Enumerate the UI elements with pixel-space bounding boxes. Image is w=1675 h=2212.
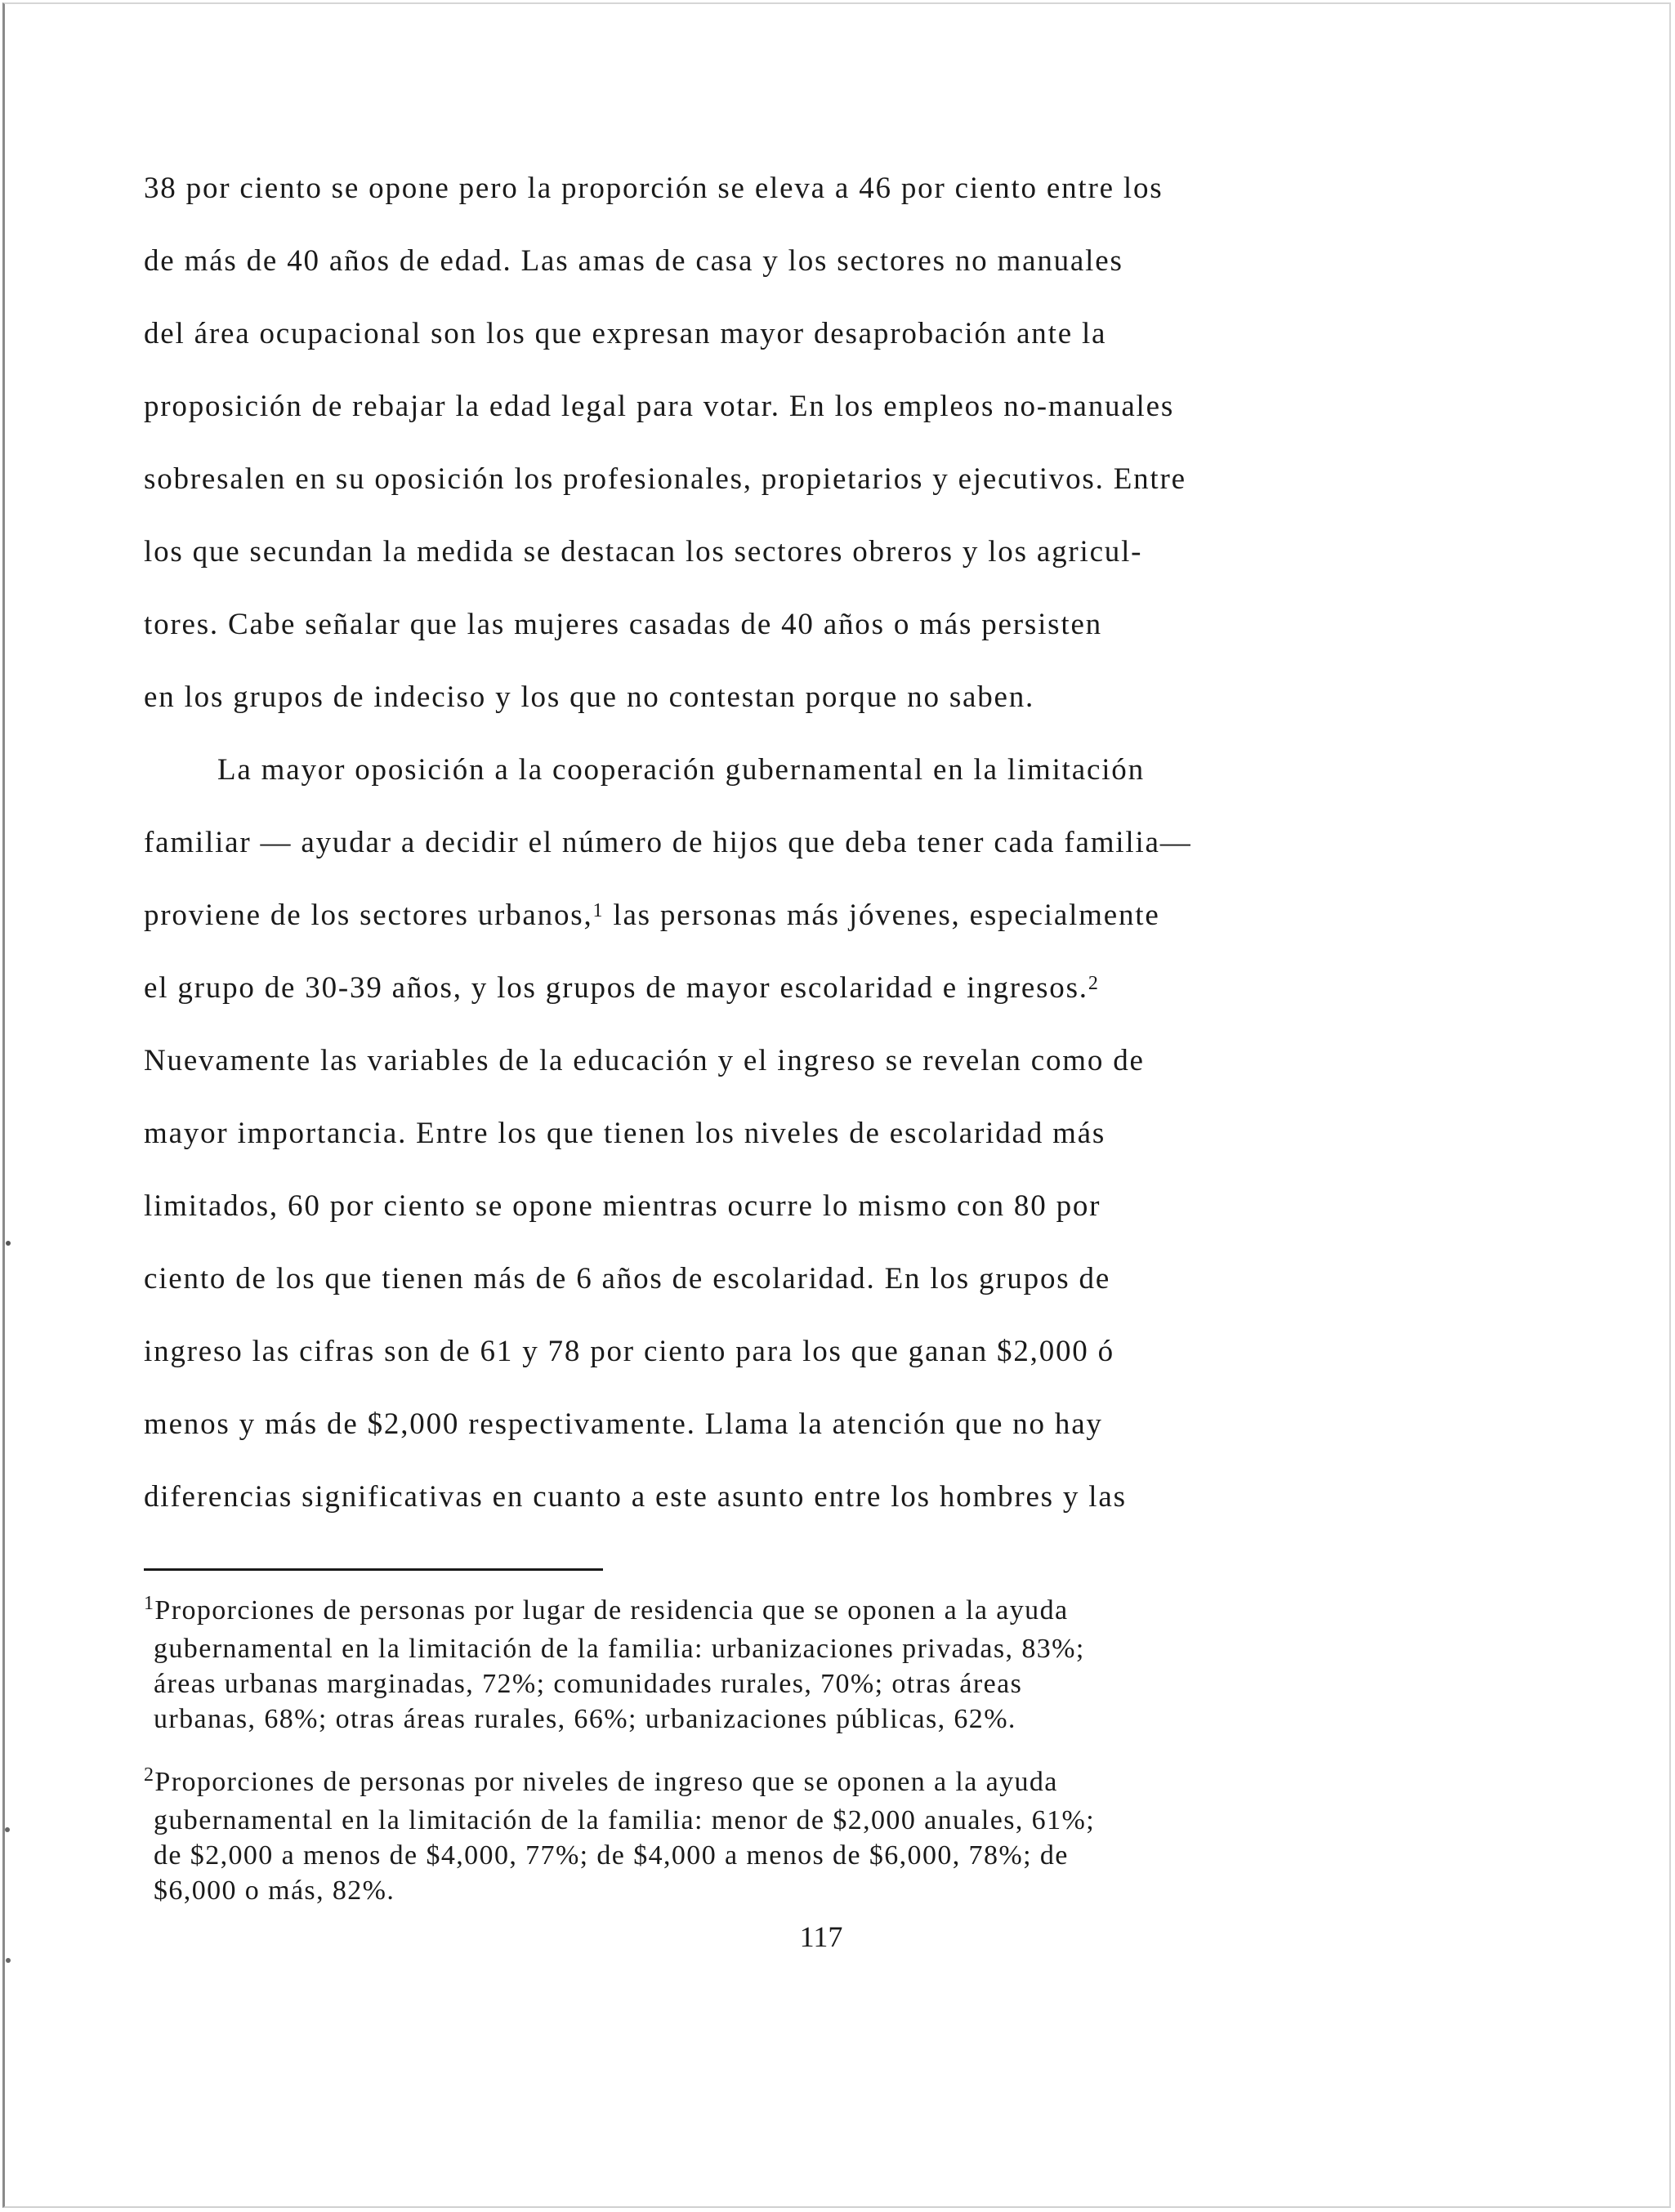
text-line bbox=[144, 968, 1100, 1009]
text-line: ciento de los que tienen más de 6 años de escolaridad. En los grupos de bbox=[144, 1262, 1111, 1296]
text-line: sobresalen en su oposición los profesionales, propietarios y ejecutivos. Entre bbox=[144, 462, 1186, 496]
text-segment: el grupo de 30-39 años, y los grupos de mayor escolaridad e ingresos. bbox=[144, 971, 1088, 1005]
text-line: 38 por ciento se opone pero la proporción se eleva a 46 por ciento entre los bbox=[144, 172, 1164, 205]
page-number: 117 bbox=[799, 1920, 843, 1953]
footnote-text: Proporciones de personas por lugar de residencia que se oponen a la ayuda bbox=[154, 1595, 1069, 1626]
text-line: proposición de rebajar la edad legal para votar. En los empleos no-manuales bbox=[144, 390, 1175, 423]
text-line: tores. Cabe señalar que las mujeres casadas de 40 años o más persisten bbox=[144, 608, 1102, 641]
footnote-line bbox=[144, 1764, 1451, 1803]
footnote-line: áreas urbanas marginadas, 72%; comunidades rurales, 70%; otras áreas bbox=[154, 1669, 1023, 1699]
paragraph-first-line: La mayor oposición a la cooperación gubernamental en la limitación bbox=[217, 753, 1145, 787]
footnote-2 bbox=[144, 1764, 1451, 1908]
footnote-ref-2: 2 bbox=[1088, 973, 1100, 994]
text-line: de más de 40 años de edad. Las amas de casa y los sectores no manuales bbox=[144, 244, 1123, 278]
text-line: menos y más de $2,000 respectivamente. Llama la atención que no hay bbox=[144, 1407, 1103, 1441]
footnote-line: gubernamental en la limitación de la familia: urbanizaciones privadas, 83%; bbox=[154, 1634, 1085, 1664]
text-line: familiar — ayudar a decidir el número de hijos que deba tener cada familia— bbox=[144, 826, 1192, 859]
footnote-mark: 1 bbox=[144, 1593, 155, 1614]
text-line: mayor importancia. Entre los que tienen los niveles de escolaridad más bbox=[144, 1117, 1106, 1150]
text-line: Nuevamente las variables de la educación y el ingreso se revelan como de bbox=[144, 1044, 1145, 1077]
footnote-line: de $2,000 a menos de $4,000, 77%; de $4,000 a menos de $6,000, 78%; de bbox=[154, 1840, 1069, 1871]
footnote-mark: 2 bbox=[144, 1764, 155, 1786]
text-line: ingreso las cifras son de 61 y 78 por ciento para los que ganan $2,000 ó bbox=[144, 1335, 1114, 1368]
text-line: diferencias significativas en cuanto a este asunto entre los hombres y las bbox=[144, 1480, 1127, 1514]
footnote-line: $6,000 o más, 82%. bbox=[154, 1875, 395, 1906]
text-segment: proviene de los sectores urbanos, bbox=[144, 899, 593, 932]
footnote-line: urbanas, 68%; otras áreas rurales, 66%; urbanizaciones públicas, 62%. bbox=[154, 1704, 1016, 1734]
text-line bbox=[144, 895, 1160, 936]
footnote-text: Proporciones de personas por niveles de ingreso que se oponen a la ayuda bbox=[154, 1767, 1058, 1797]
footnote-line: gubernamental en la limitación de la familia: menor de $2,000 anuales, 61%; bbox=[154, 1805, 1096, 1835]
scan-specks bbox=[0, 0, 33, 2212]
text-segment: las personas más jóvenes, especialmente bbox=[604, 899, 1160, 932]
footnote-line bbox=[144, 1593, 1451, 1631]
footnote-1 bbox=[144, 1593, 1451, 1737]
text-line: en los grupos de indeciso y los que no contestan porque no saben. bbox=[144, 680, 1035, 714]
footnote-ref-1: 1 bbox=[592, 900, 605, 921]
text-line: limitados, 60 por ciento se opone mientras ocurre lo mismo con 80 por bbox=[144, 1189, 1101, 1223]
footnote-separator bbox=[144, 1568, 603, 1571]
text-line: los que secundan la medida se destacan los sectores obreros y los agricul- bbox=[144, 535, 1143, 569]
text-line: del área ocupacional son los que expresan mayor desaprobación ante la bbox=[144, 317, 1107, 350]
